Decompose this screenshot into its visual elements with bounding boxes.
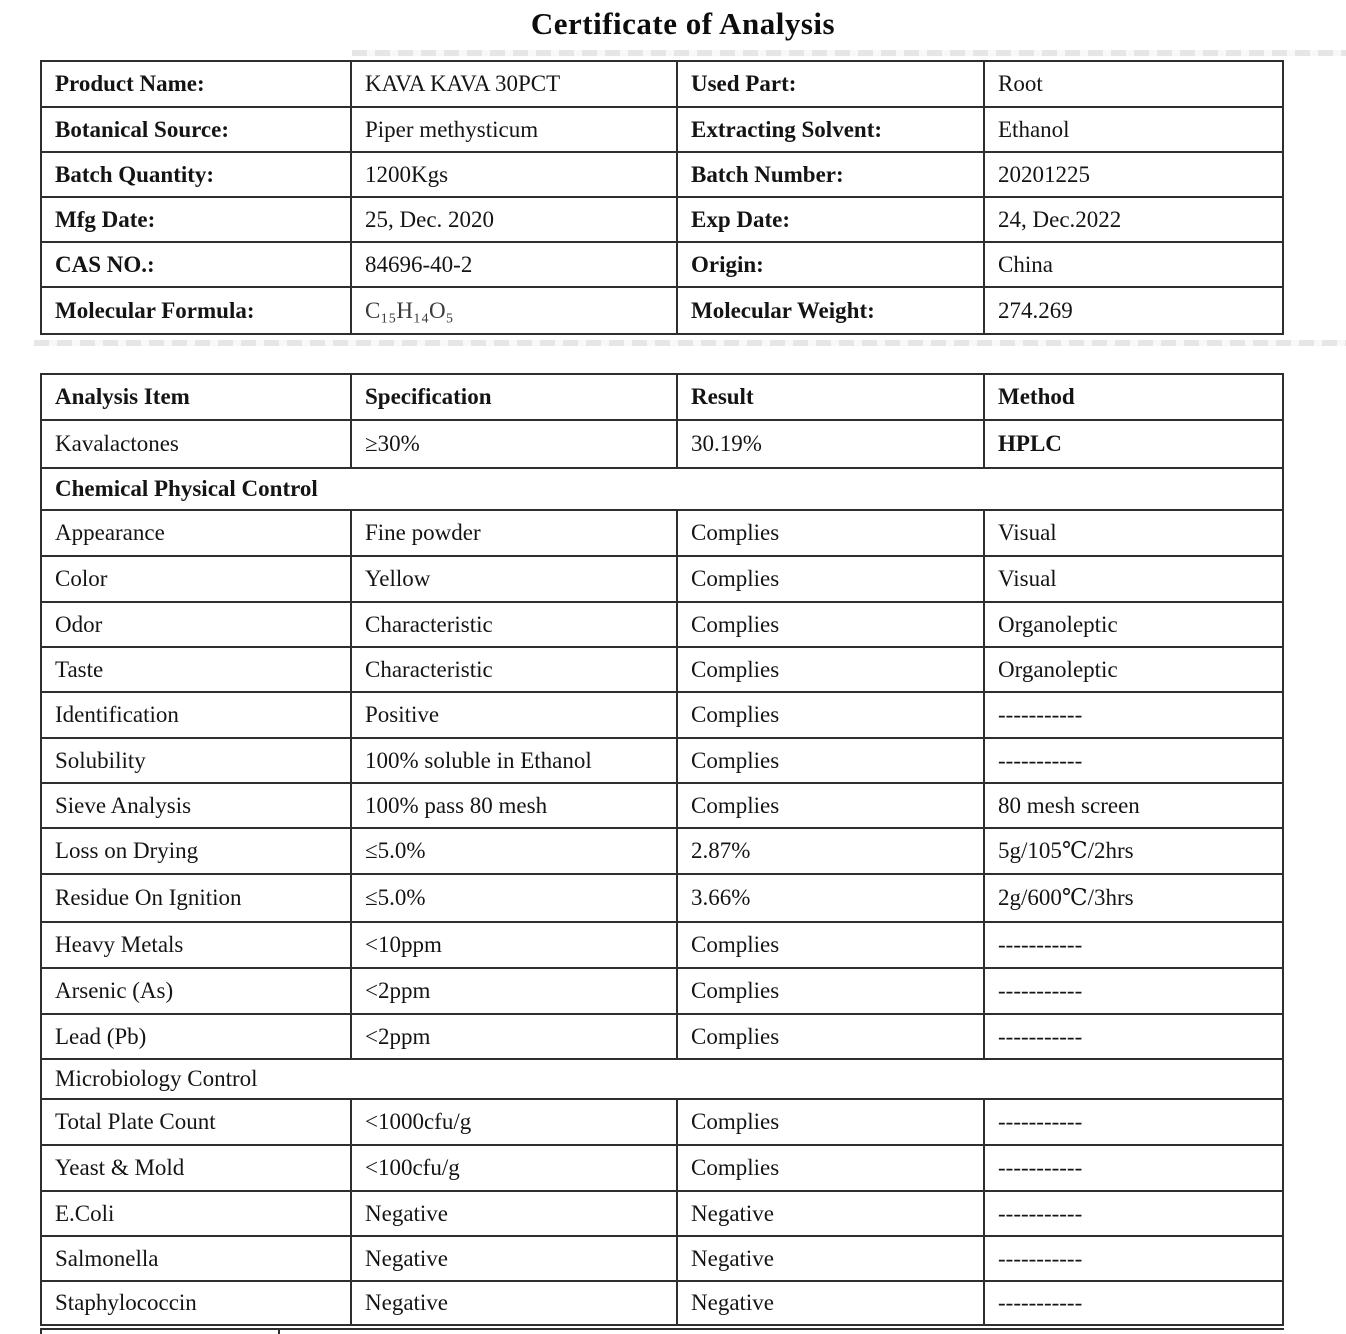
spec-cell: Negative [351, 1191, 677, 1236]
product-info-table [40, 60, 1284, 335]
table-row [41, 107, 1283, 152]
method-cell: ----------- [984, 1145, 1283, 1191]
method-cell: ----------- [984, 1014, 1283, 1059]
batch-number-label: Batch Number: [677, 152, 984, 197]
spec-cell: Characteristic [351, 647, 677, 692]
analysis-item-cell: Salmonella [41, 1236, 351, 1281]
botanical-source-value: Piper methysticum [351, 107, 677, 152]
analysis-item-cell: Identification [41, 692, 351, 738]
method-cell: ----------- [984, 692, 1283, 738]
analysis-item-cell: Total Plate Count [41, 1099, 351, 1145]
extracting-solvent-label: Extracting Solvent: [677, 107, 984, 152]
method-cell: ----------- [984, 1281, 1283, 1325]
method-cell: 5g/105℃/2hrs [984, 828, 1283, 874]
table-row [41, 602, 1283, 647]
section-row [41, 468, 1283, 510]
method-cell: ----------- [984, 1236, 1283, 1281]
result-cell: Complies [677, 968, 984, 1014]
method-cell: 2g/600℃/3hrs [984, 874, 1283, 922]
batch-quantity-value: 1200Kgs [351, 152, 677, 197]
analysis-item-cell: Loss on Drying [41, 828, 351, 874]
method-cell: 80 mesh screen [984, 783, 1283, 828]
method-cell: ----------- [984, 1099, 1283, 1145]
exp-date-label: Exp Date: [677, 197, 984, 242]
spec-cell: <2ppm [351, 1014, 677, 1059]
result-cell: Complies [677, 738, 984, 783]
analysis-item-cell: Heavy Metals [41, 922, 351, 968]
analysis-item-cell: Solubility [41, 738, 351, 783]
table-row [41, 1281, 1283, 1325]
spec-cell: Positive [351, 692, 677, 738]
result-header: Result [677, 374, 984, 420]
result-cell: Complies [677, 1099, 984, 1145]
analysis-item-cell: Appearance [41, 510, 351, 556]
result-cell: Negative [677, 1191, 984, 1236]
table-row [41, 420, 1283, 468]
result-cell: 2.87% [677, 828, 984, 874]
table-row [41, 738, 1283, 783]
table-row [41, 1236, 1283, 1281]
spec-cell: Negative [351, 1236, 677, 1281]
method-cell: Visual [984, 510, 1283, 556]
result-cell: Complies [677, 602, 984, 647]
table-row [41, 61, 1283, 107]
analysis-item-cell: Yeast & Mold [41, 1145, 351, 1191]
analysis-item-cell: Color [41, 556, 351, 602]
method-cell: HPLC [984, 420, 1283, 468]
molecular-weight-label: Molecular Weight: [677, 287, 984, 334]
result-cell: Complies [677, 1145, 984, 1191]
analysis-item-cell: Odor [41, 602, 351, 647]
partial-table-edge [40, 1328, 1284, 1334]
result-cell: 30.19% [677, 420, 984, 468]
mfg-date-label: Mfg Date: [41, 197, 351, 242]
result-cell: Complies [677, 922, 984, 968]
scan-artifact [34, 340, 1346, 346]
table-row [41, 152, 1283, 197]
method-cell: ----------- [984, 738, 1283, 783]
analysis-item-cell: Residue On Ignition [41, 874, 351, 922]
origin-label: Origin: [677, 242, 984, 287]
method-cell: Organoleptic [984, 602, 1283, 647]
table-row [41, 1099, 1283, 1145]
batch-number-value: 20201225 [984, 152, 1283, 197]
spec-cell: 100% pass 80 mesh [351, 783, 677, 828]
spec-cell: ≥30% [351, 420, 677, 468]
result-cell: Complies [677, 692, 984, 738]
spec-cell: Yellow [351, 556, 677, 602]
table-row [41, 287, 1283, 334]
cas-no-label: CAS NO.: [41, 242, 351, 287]
result-cell: Complies [677, 556, 984, 602]
result-cell: Complies [677, 783, 984, 828]
specification-header: Specification [351, 374, 677, 420]
result-cell: Complies [677, 1014, 984, 1059]
method-cell: ----------- [984, 968, 1283, 1014]
method-header: Method [984, 374, 1283, 420]
method-cell: ----------- [984, 922, 1283, 968]
spec-cell: Characteristic [351, 602, 677, 647]
spec-cell: <2ppm [351, 968, 677, 1014]
table-row [41, 828, 1283, 874]
section-header-cell: Chemical Physical Control [41, 468, 1283, 510]
analysis-item-cell: Lead (Pb) [41, 1014, 351, 1059]
table-row [41, 874, 1283, 922]
analysis-header-row [41, 374, 1283, 420]
result-cell: Complies [677, 510, 984, 556]
table-row [41, 692, 1283, 738]
partial-table-divider [278, 1330, 280, 1334]
page-title: Certificate of Analysis [530, 6, 836, 41]
table-row [41, 968, 1283, 1014]
analysis-item-cell: Arsenic (As) [41, 968, 351, 1014]
spec-cell: Negative [351, 1281, 677, 1325]
spec-cell: Fine powder [351, 510, 677, 556]
spec-cell: ≤5.0% [351, 874, 677, 922]
spec-cell: <1000cfu/g [351, 1099, 677, 1145]
molecular-formula-value: C₁₅H₁₄O₅ [351, 287, 677, 334]
spec-cell: 100% soluble in Ethanol [351, 738, 677, 783]
analysis-item-cell: Staphylococcin [41, 1281, 351, 1325]
section-header-cell: Microbiology Control [41, 1059, 1283, 1099]
scan-artifact [352, 50, 1346, 56]
table-row [41, 783, 1283, 828]
result-cell: 3.66% [677, 874, 984, 922]
table-row [41, 510, 1283, 556]
section-row [41, 1059, 1283, 1099]
spec-cell: <100cfu/g [351, 1145, 677, 1191]
used-part-label: Used Part: [677, 61, 984, 107]
table-row [41, 922, 1283, 968]
table-row [41, 647, 1283, 692]
analysis-item-cell: Sieve Analysis [41, 783, 351, 828]
used-part-value: Root [984, 61, 1283, 107]
method-cell: Visual [984, 556, 1283, 602]
table-row [41, 1145, 1283, 1191]
cas-no-value: 84696-40-2 [351, 242, 677, 287]
table-row [41, 1014, 1283, 1059]
analysis-item-cell: Taste [41, 647, 351, 692]
botanical-source-label: Botanical Source: [41, 107, 351, 152]
method-cell: Organoleptic [984, 647, 1283, 692]
analysis-item-cell: Kavalactones [41, 420, 351, 468]
table-row [41, 556, 1283, 602]
table-row [41, 197, 1283, 242]
molecular-formula-label: Molecular Formula: [41, 287, 351, 334]
exp-date-value: 24, Dec.2022 [984, 197, 1283, 242]
spec-cell: <10ppm [351, 922, 677, 968]
analysis-item-cell: E.Coli [41, 1191, 351, 1236]
method-cell: ----------- [984, 1191, 1283, 1236]
mfg-date-value: 25, Dec. 2020 [351, 197, 677, 242]
origin-value: China [984, 242, 1283, 287]
result-cell: Complies [677, 647, 984, 692]
product-name-label: Product Name: [41, 61, 351, 107]
spec-cell: ≤5.0% [351, 828, 677, 874]
result-cell: Negative [677, 1236, 984, 1281]
extracting-solvent-value: Ethanol [984, 107, 1283, 152]
product-name-value: KAVA KAVA 30PCT [351, 61, 677, 107]
table-row [41, 1191, 1283, 1236]
result-cell: Negative [677, 1281, 984, 1325]
analysis-item-header: Analysis Item [41, 374, 351, 420]
batch-quantity-label: Batch Quantity: [41, 152, 351, 197]
table-row [41, 242, 1283, 287]
molecular-weight-value: 274.269 [984, 287, 1283, 334]
analysis-table [40, 373, 1284, 1326]
